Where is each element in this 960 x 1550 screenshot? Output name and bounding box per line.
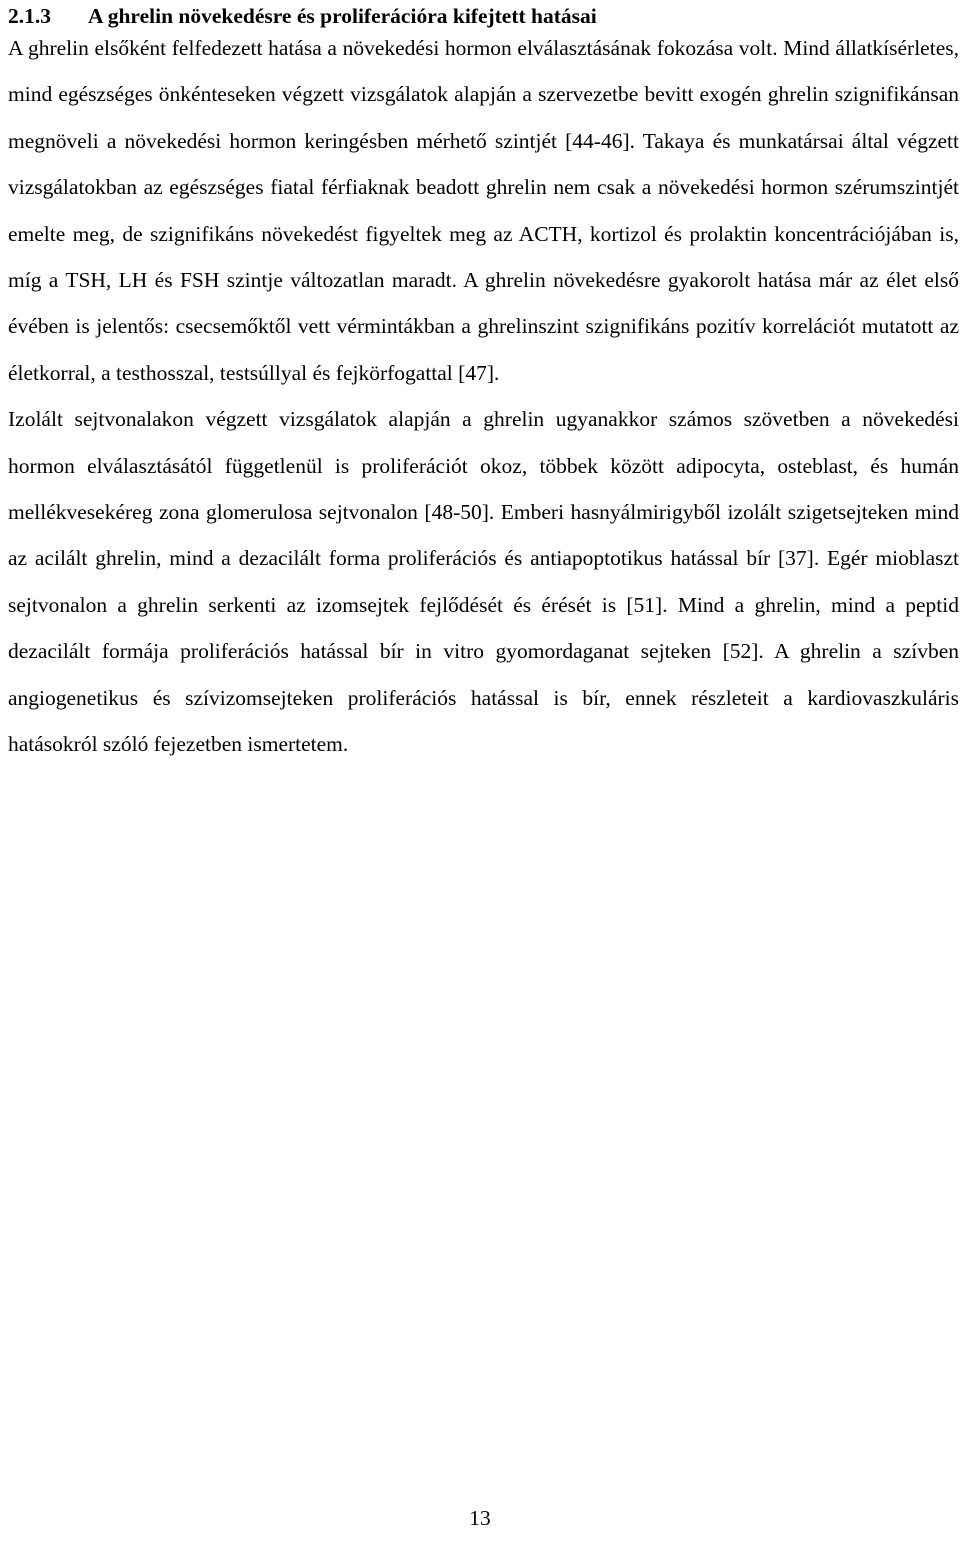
paragraph-2: Izolált sejtvonalakon végzett vizsgálatok alapján a ghrelin ugyanakkor számos szövetben a növekedési hormon elválasztásától függetlenül is proliferációt okoz, többek között adipocyta, osteblast, és humán mellékvesekéreg zona glomerulosa sejtvonalon [48-50]. Emberi hasnyálmirigyből izolált szigetsejteken mind az acilált ghrelin, mind a dezacilált forma proliferációs és antiapoptotikus hatással bír [37]. Egér mioblaszt sejtvonalon a ghrelin serkenti az izomsejtek fejlődését és érését is [51]. Mind a ghrelin, mind a peptid dezacilált formája proliferációs hatással bír in vitro gyomordaganat sejteken [52]. A ghrelin a szívben angiogenetikus és szívizomsejteken proliferációs hatással is bír, ennek részleteit a kardiovaszkuláris hatásokról szóló fejezetben ismertetem. bbox=[8, 407, 959, 757]
section-title: A ghrelin növekedésre és proliferációra kifejtett hatásai bbox=[88, 4, 597, 28]
paragraph-1: A ghrelin elsőként felfedezett hatása a növekedési hormon elválasztásának fokozása volt. Mind állatkísérletes, mind egészséges önkénteseken végzett vizsgálatok alapján a szervezetbe bevitt exogén ghrelin szignifikánsan megnöveli a növekedési hormon keringésben mérhető szintjét [44-46]. Takaya és munkatársai által végzett vizsgálatokban az egészséges fiatal férfiaknak beadott ghrelin nem csak a növekedési hormon szérumszintjét emelte meg, de szignifikáns növekedést figyeltek meg az ACTH, kortizol és prolaktin koncentrációjában is, míg a TSH, LH és FSH szintje változatlan maradt. A ghrelin növekedésre gyakorolt hatása már az élet első évében is jelentős: csecsemőktől vett vérmintákban a ghrelinszint szignifikáns pozitív korrelációt mutatott az életkorral, a testhosszal, testsúllyal és fejkörfogattal [47]. bbox=[8, 36, 959, 385]
section-number: 2.1.3 bbox=[8, 4, 51, 28]
page-number: 13 bbox=[469, 1506, 491, 1530]
document-page bbox=[8, 0, 959, 768]
